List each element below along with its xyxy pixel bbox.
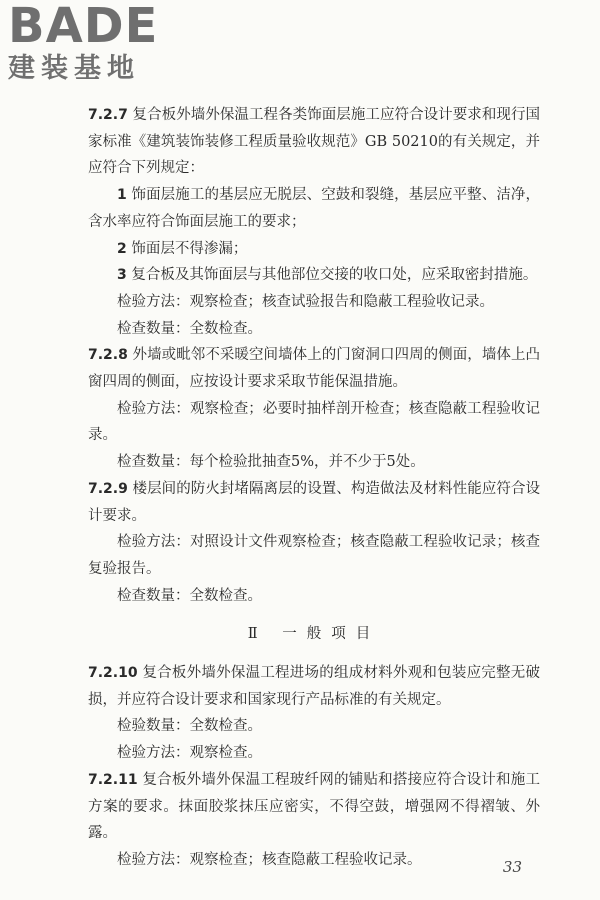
clause-number: 7.2.9 [88, 480, 128, 497]
inspection-method: 检验方法：观察检查；必要时抽样剖开检查；核查隐蔽工程验收记录。 [88, 400, 540, 444]
inspection-quantity: 检验数量：全数检查。 [117, 718, 262, 735]
item-number: 2 [117, 240, 127, 257]
clause-number: 7.2.8 [88, 347, 128, 364]
clause-number: 7.2.10 [88, 665, 138, 682]
list-item [88, 262, 540, 289]
inspection-quantity: 检查数量：每个检验批抽查5%，并不少于5处。 [117, 454, 425, 471]
item-number: 3 [117, 267, 127, 284]
item-text: 饰面层不得渗漏； [131, 240, 248, 257]
bade-logo [8, 2, 183, 90]
clause-number: 7.2.7 [88, 107, 128, 123]
section-heading: Ⅱ 一般项目 [247, 626, 381, 643]
logo-subtitle: 建装基地 [8, 53, 140, 84]
clause-text: 复合板外墙外保温工程各类饰面层施工应符合设计要求和现行国家标准《建筑装饰装修工程质量验收规范》GB 50210的有关规定，并应符合下列规定： [88, 107, 541, 177]
clause-text: 复合板外墙外保温工程玻纤网的铺贴和搭接应符合设计和施工方案的要求。抹面胶浆抹压应密实，不得空鼓，增强网不得褶皱、外露。 [88, 771, 540, 842]
inspection-method: 检验方法：观察检查；核查隐蔽工程验收记录。 [117, 851, 422, 868]
inspection-method: 检验方法：观察检查；核查试验报告和隐蔽工程验收记录。 [117, 293, 494, 310]
clause-text: 外墙或毗邻不采暖空间墙体上的门窗洞口四周的侧面，墙体上凸窗四周的侧面，应按设计要求采取节能保温措施。 [88, 347, 541, 391]
clause-number: 7.2.11 [88, 771, 138, 788]
clause-paragraph [88, 660, 540, 713]
document-body [88, 102, 540, 874]
inspection-quantity: 检查数量：全数检查。 [117, 320, 262, 337]
clause-text: 复合板外墙外保温工程进场的组成材料外观和包装应完整无破损，并应符合设计要求和国家现行产品标准的有关规定。 [88, 665, 540, 708]
inspection-method: 检验方法：对照设计文件观察检查；核查隐蔽工程验收记录；核查复验报告。 [88, 534, 540, 577]
clause-text: 楼层间的防火封堵隔离层的设置、构造做法及材料性能应符合设计要求。 [88, 480, 541, 524]
item-text: 饰面层施工的基层应无脱层、空鼓和裂缝，基层应平整、洁净，含水率应符合饰面层施工的要求； [88, 187, 541, 230]
page-number: 33 [502, 858, 522, 876]
inspection-quantity: 检查数量：全数检查。 [117, 587, 262, 604]
inspection-method: 检验方法：观察检查。 [117, 745, 262, 762]
clause-paragraph [88, 342, 540, 395]
list-item [88, 182, 540, 235]
item-text: 复合板及其饰面层与其他部位交接的收口处，应采取密封措施。 [131, 267, 538, 284]
logo-brand: BADE [8, 0, 159, 54]
list-item [88, 236, 540, 263]
clause-paragraph [88, 767, 540, 847]
clause-paragraph [88, 102, 540, 182]
clause-paragraph [88, 476, 540, 529]
item-number: 1 [117, 187, 127, 204]
